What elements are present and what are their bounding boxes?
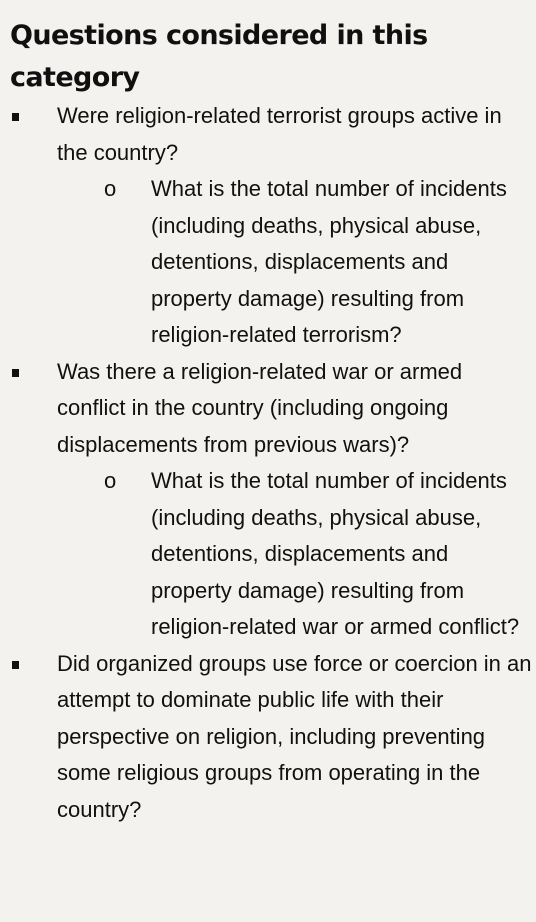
question-text: Was there a religion-related war or armed conflict in the country (including ongoing displacements from previous wars)?: [57, 358, 463, 457]
question-item: [0, 98, 536, 354]
question-item: [0, 646, 536, 829]
square-bullet-icon: [12, 113, 19, 121]
square-bullet-icon: [12, 369, 19, 377]
question-text: Did organized groups use force or coercion in an attempt to dominate public life with their perspective on religion, including preventing some religious groups from operating in the country?: [57, 650, 532, 822]
circle-bullet-marker: o: [104, 468, 117, 493]
sub-question-item: [0, 171, 536, 354]
sub-question-text: What is the total number of incidents (including deaths, physical abuse, detentions, displacements and property damage) resulting from religion-related terrorism?: [151, 176, 507, 347]
question-text: Were religion-related terrorist groups active in the country?: [57, 103, 502, 165]
sub-question-text: What is the total number of incidents (including deaths, physical abuse, detentions, displacements and property damage) resulting from religion-related war or armed conflict?: [151, 468, 520, 639]
square-bullet-icon: [12, 661, 19, 669]
section-title: Questions considered in this category: [10, 20, 428, 93]
question-item: [0, 354, 536, 646]
circle-bullet-marker: o: [104, 176, 117, 201]
sub-question-item: [0, 463, 536, 646]
question-list: [0, 98, 536, 828]
